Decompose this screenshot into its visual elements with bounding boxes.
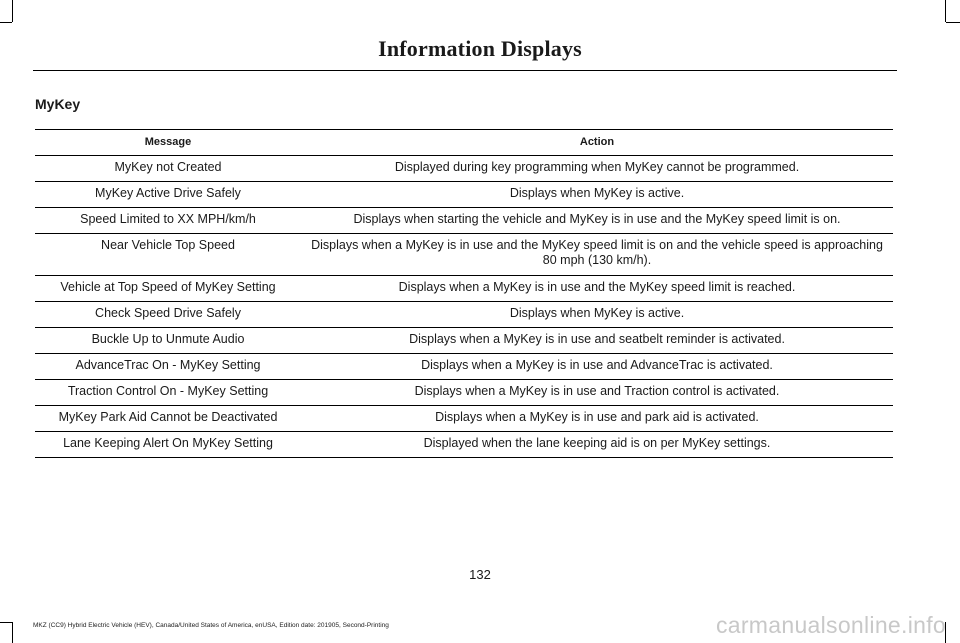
action-cell: Displays when a MyKey is in use and the MyKey speed limit is reached. bbox=[301, 276, 893, 302]
action-cell: Displayed during key programming when MyKey cannot be programmed. bbox=[301, 156, 893, 182]
message-cell: MyKey Active Drive Safely bbox=[35, 182, 301, 208]
message-cell: Lane Keeping Alert On MyKey Setting bbox=[35, 432, 301, 458]
action-cell: Displayed when the lane keeping aid is on per MyKey settings. bbox=[301, 432, 893, 458]
action-cell: Displays when a MyKey is in use and seatbelt reminder is activated. bbox=[301, 328, 893, 354]
crop-mark-top-left-v bbox=[12, 0, 13, 22]
message-cell: MyKey Park Aid Cannot be Deactivated bbox=[35, 406, 301, 432]
message-cell: Near Vehicle Top Speed bbox=[35, 234, 301, 276]
action-cell: Displays when a MyKey is in use and AdvanceTrac is activated. bbox=[301, 354, 893, 380]
message-cell: Check Speed Drive Safely bbox=[35, 302, 301, 328]
page-number: 132 bbox=[469, 567, 491, 582]
action-cell: Displays when starting the vehicle and MyKey is in use and the MyKey speed limit is on. bbox=[301, 208, 893, 234]
crop-mark-bottom-left-h bbox=[0, 622, 12, 623]
crop-mark-top-right-h bbox=[946, 22, 960, 23]
table-row bbox=[35, 328, 893, 354]
watermark: carmanualsonline.info bbox=[715, 612, 946, 638]
table-row bbox=[35, 302, 893, 328]
table-row bbox=[35, 182, 893, 208]
crop-mark-top-right-v bbox=[945, 0, 946, 22]
crop-mark-bottom-left-v bbox=[12, 622, 13, 643]
column-header-action: Action bbox=[301, 130, 893, 156]
page-title: Information Displays bbox=[378, 36, 582, 61]
table-row bbox=[35, 354, 893, 380]
message-cell: AdvanceTrac On - MyKey Setting bbox=[35, 354, 301, 380]
crop-mark-top-left-h bbox=[0, 22, 12, 23]
message-cell: Buckle Up to Unmute Audio bbox=[35, 328, 301, 354]
message-cell: MyKey not Created bbox=[35, 156, 301, 182]
mykey-messages-table bbox=[35, 129, 893, 458]
action-cell: Displays when MyKey is active. bbox=[301, 182, 893, 208]
action-cell: Displays when a MyKey is in use and the MyKey speed limit is on and the vehicle speed is approaching 80 mph (130 km/h). bbox=[301, 234, 893, 276]
table-row bbox=[35, 276, 893, 302]
table-row bbox=[35, 208, 893, 234]
table-row bbox=[35, 432, 893, 458]
table-row bbox=[35, 406, 893, 432]
section-title: MyKey bbox=[35, 96, 81, 112]
edition-footer: MKZ (CC9) Hybrid Electric Vehicle (HEV), Canada/United States of America, enUSA, Edition date: 201905, Second-Printing bbox=[33, 622, 389, 629]
message-cell: Traction Control On - MyKey Setting bbox=[35, 380, 301, 406]
table-header-row bbox=[35, 130, 893, 156]
table-row bbox=[35, 156, 893, 182]
message-cell: Vehicle at Top Speed of MyKey Setting bbox=[35, 276, 301, 302]
action-cell: Displays when MyKey is active. bbox=[301, 302, 893, 328]
action-cell: Displays when a MyKey is in use and Traction control is activated. bbox=[301, 380, 893, 406]
message-cell: Speed Limited to XX MPH/km/h bbox=[35, 208, 301, 234]
action-cell: Displays when a MyKey is in use and park aid is activated. bbox=[301, 406, 893, 432]
header-divider bbox=[33, 70, 897, 71]
table-row bbox=[35, 380, 893, 406]
table-row bbox=[35, 234, 893, 276]
column-header-message: Message bbox=[35, 130, 301, 156]
